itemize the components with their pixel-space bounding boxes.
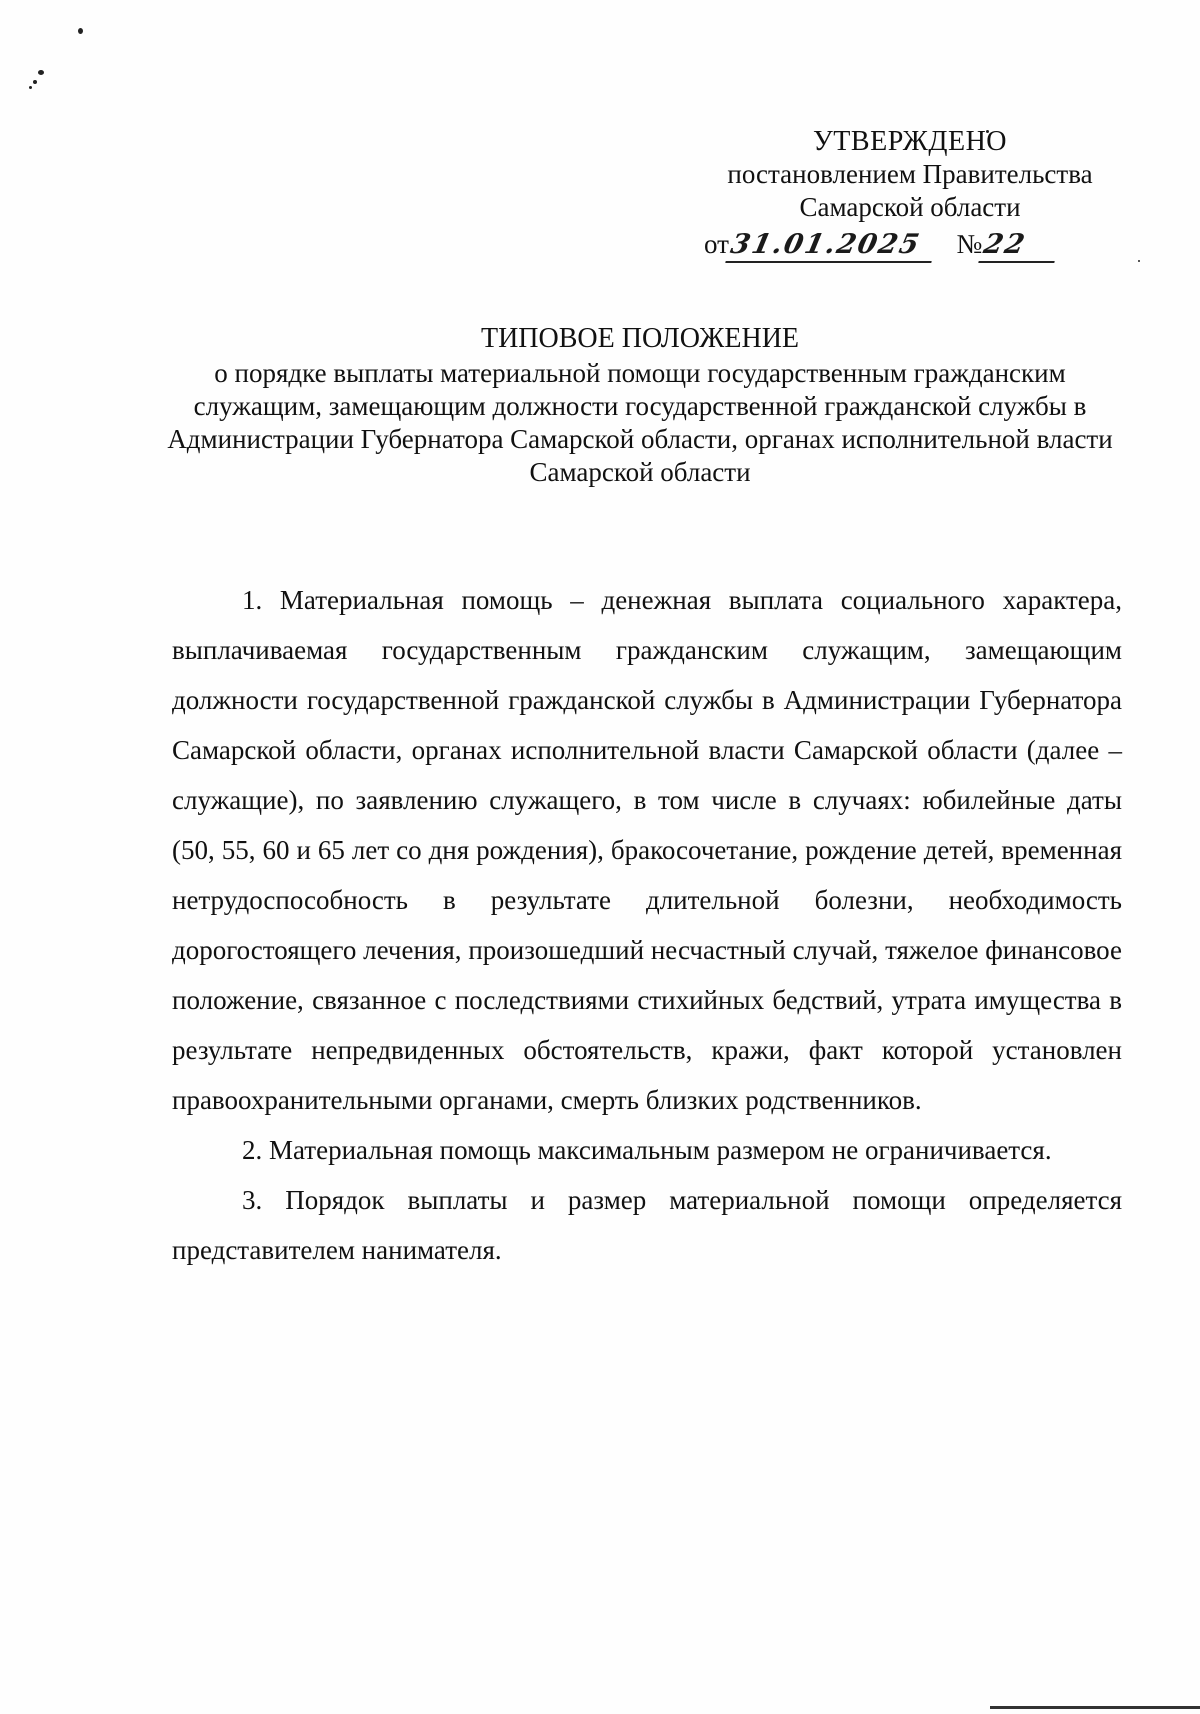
scan-speck xyxy=(1138,260,1140,262)
handwritten-number: 22 xyxy=(978,228,1061,263)
document-body xyxy=(172,575,1122,1275)
scan-speck xyxy=(33,80,37,84)
document-title-block xyxy=(160,322,1120,489)
document-subtitle: о порядке выплаты материальной помощи государственным гражданским служащим, замещающим должности государственной гражданской службы в Администрации Губернатора Самарской области, органах исполнительной власти Самарской области xyxy=(167,358,1113,487)
scan-speck xyxy=(29,86,32,89)
approval-line-2: Самарской области xyxy=(799,192,1021,222)
number-prefix: № xyxy=(956,229,983,259)
approval-line-1: постановлением Правительства xyxy=(727,159,1093,189)
paragraph-3: 3. Порядок выплаты и размер материальной помощи определяется представителем нанимателя. xyxy=(172,1185,1122,1265)
scan-speck xyxy=(38,70,44,75)
scan-edge-line xyxy=(990,1706,1200,1709)
date-prefix: от xyxy=(704,229,729,259)
paragraph-2: 2. Материальная помощь максимальным размером не ограничивается. xyxy=(242,1135,1052,1165)
handwritten-date: 31.01.2025 xyxy=(725,228,938,263)
approval-date-line xyxy=(700,228,1120,263)
approval-status: УТВЕРЖДЕНО xyxy=(812,126,1008,157)
approval-block xyxy=(700,125,1120,263)
document-title: ТИПОВОЕ ПОЛОЖЕНИЕ xyxy=(480,323,800,354)
paragraph-1: 1. Материальная помощь – денежная выплата социального характера, выплачиваемая государственным гражданским служащим, замещающим должности государственной гражданской службы в Администрации Губернатора Самарской области, органах исполнительной власти Самарской области (далее – служащие), по заявлению служащего, в том числе в случаях: юбилейные даты (50, 55, 60 и 65 лет со дня рождения), бракосочетание, рождение детей, временная нетрудоспособность в результате длительной болезни, необходимость дорогостоящего лечения, произошедший несчастный случай, тяжелое финансовое положение, связанное с последствиями стихийных бедствий, утрата имущества в результате непредвиденных обстоятельств, кражи, факт которой установлен правоохранительными органами, смерть близких родственников. xyxy=(172,585,1122,1115)
scan-speck xyxy=(78,28,83,34)
